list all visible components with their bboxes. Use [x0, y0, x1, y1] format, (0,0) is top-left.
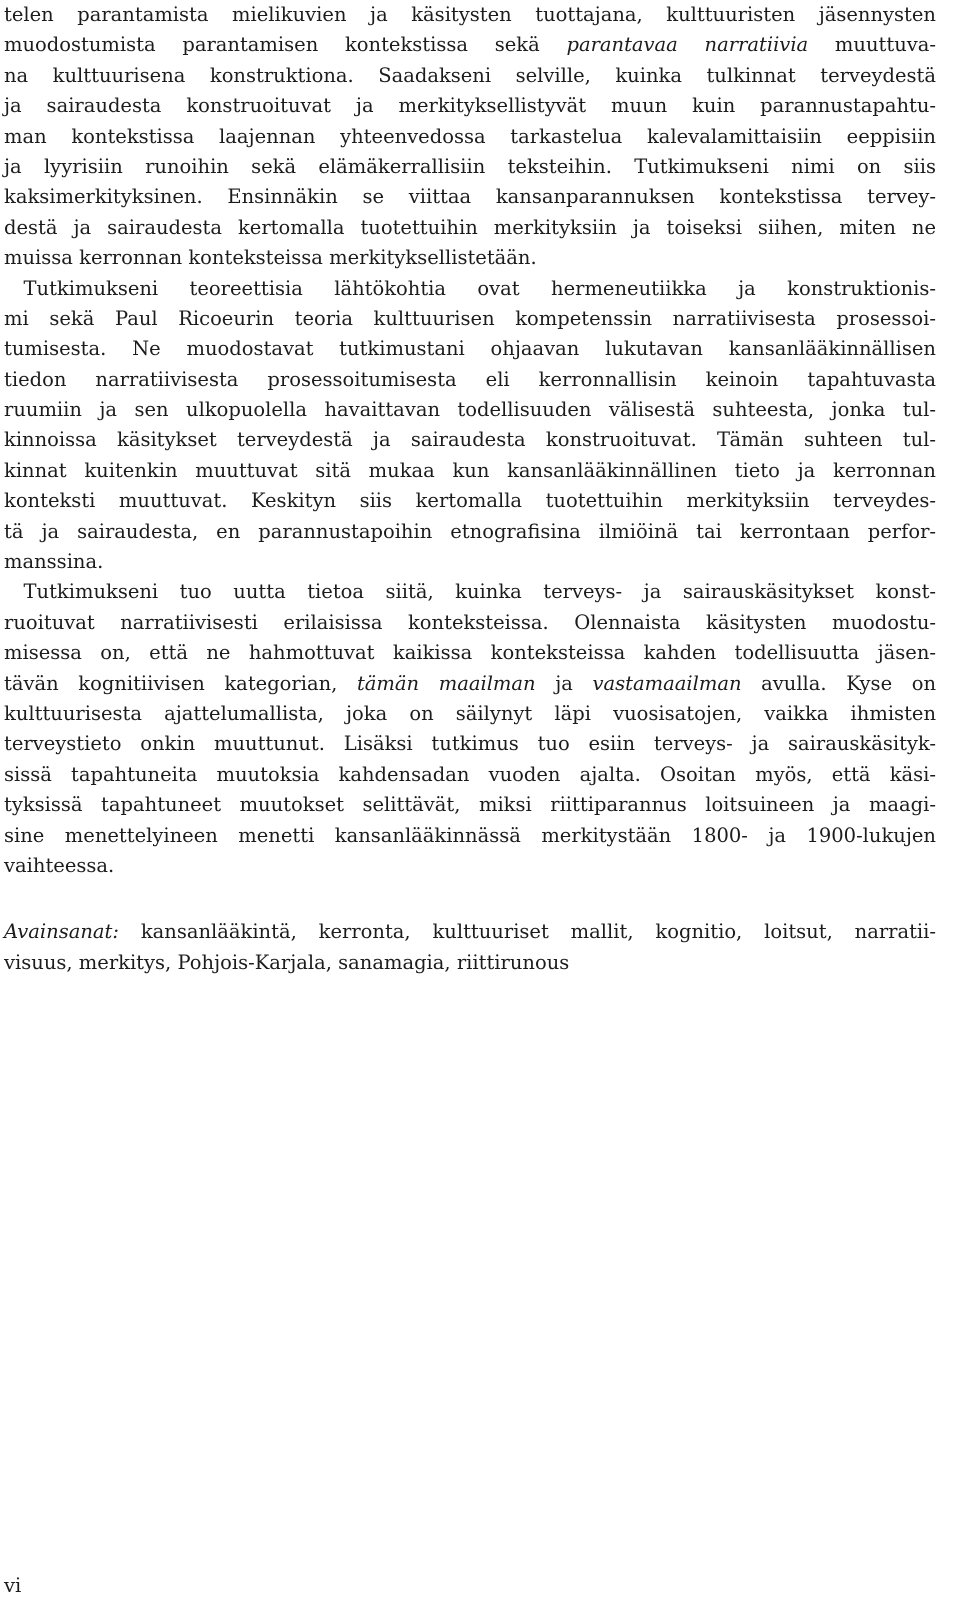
text-segment: tyksissä tapahtuneet muutokset selittävät, miksi riittiparannus loitsuineen ja maagi- — [4, 793, 936, 817]
italic-text: vastamaailman — [592, 671, 742, 695]
text-line — [4, 304, 936, 334]
text-segment: tä ja sairaudesta, en parannustapoihin etnografisina ilmiöinä tai kerrontaan perfor- — [4, 519, 936, 543]
text-line — [4, 608, 936, 638]
italic-text: Avainsanat: — [4, 920, 119, 944]
text-segment: konteksti muuttuvat. Keskityn siis kertomalla tuotettuihin merkityksiin terveydes- — [4, 489, 936, 513]
page-body — [4, 0, 936, 978]
text-segment: telen parantamista mielikuvien ja käsitysten tuottajana, kulttuuristen jäsennysten — [4, 3, 936, 26]
text-line — [4, 638, 936, 668]
text-segment: vaihteessa. — [4, 853, 115, 877]
text-line — [4, 821, 936, 851]
text-segment: muodostumista parantamisen kontekstissa sekä — [4, 33, 567, 57]
text-segment: ja — [535, 671, 593, 695]
paragraph-2 — [4, 274, 936, 578]
keywords-paragraph — [4, 917, 936, 978]
text-segment: destä ja sairaudesta kertomalla tuotettuihin merkityksiin ja toiseksi siihen, miten ne — [4, 215, 936, 239]
text-line — [4, 547, 936, 577]
text-segment: visuus, merkitys, Pohjois-Karjala, sanamagia, riittirunous — [4, 950, 570, 974]
text-segment: tiedon narratiivisesta prosessoitumisesta eli kerronnallisin keinoin tapahtuvasta — [4, 367, 936, 391]
text-line — [4, 122, 936, 152]
text-line — [4, 395, 936, 425]
text-segment: man kontekstissa laajennan yhteenvedossa tarkastelua kalevalamittaisiin eeppisiin — [4, 124, 936, 148]
text-segment: ja lyyrisiin runoihin sekä elämäkerrallisiin teksteihin. Tutkimukseni nimi on siis — [4, 154, 936, 178]
text-line — [4, 334, 936, 364]
text-line — [4, 61, 936, 91]
text-segment: terveystieto onkin muuttunut. Lisäksi tutkimus tuo esiin terveys- ja sairauskäsityk- — [4, 732, 936, 756]
text-segment: kulttuurisesta ajattelumallista, joka on säilynyt läpi vuosisatojen, vaikka ihmisten — [4, 701, 936, 725]
text-line — [4, 425, 936, 455]
text-line — [4, 152, 936, 182]
text-line — [4, 91, 936, 121]
text-segment: sine menettelyineen menetti kansanlääkinnässä merkitystään 1800- ja 1900-lukujen — [4, 823, 936, 847]
paragraph-3 — [4, 577, 936, 881]
text-segment: Tutkimukseni teoreettisia lähtökohtia ovat hermeneutiikka ja konstruktionis- — [4, 276, 936, 300]
text-segment: ruumiin ja sen ulkopuolella havaittavan todellisuuden välisestä suhteesta, jonka tul- — [4, 398, 936, 422]
text-segment: ja sairaudesta konstruoituvat ja merkityksellistyvät muun kuin parannustapahtu- — [4, 94, 936, 118]
text-line — [4, 851, 936, 881]
text-segment: mi sekä Paul Ricoeurin teoria kulttuurisen kompetenssin narratiivisesta prosessoi- — [4, 306, 936, 330]
text-line — [4, 729, 936, 759]
text-line — [4, 486, 936, 516]
text-line — [4, 243, 936, 273]
text-line — [4, 577, 936, 607]
text-segment: sissä tapahtuneita muutoksia kahdensadan vuoden ajalta. Osoitan myös, että käsi- — [4, 762, 936, 786]
text-segment: avulla. Kyse on — [741, 671, 937, 695]
text-segment: misessa on, että ne hahmottuvat kaikissa konteksteissa kahden todellisuutta jäsen- — [4, 641, 936, 665]
text-line — [4, 517, 936, 547]
text-line — [4, 948, 936, 978]
text-line — [4, 760, 936, 790]
text-line — [4, 699, 936, 729]
text-segment: kinnat kuitenkin muuttuvat sitä mukaa kun kansanlääkinnällinen tieto ja kerronnan — [4, 458, 936, 482]
paragraph-1 — [4, 0, 936, 274]
text-line — [4, 213, 936, 243]
text-segment: ruoituvat narratiivisesti erilaisissa konteksteissa. Olennaista käsitysten muodostu- — [4, 610, 936, 634]
paragraph-gap — [4, 881, 936, 917]
text-line — [4, 274, 936, 304]
text-segment: tumisesta. Ne muodostavat tutkimustani ohjaavan lukutavan kansanlääkinnällisen — [4, 337, 936, 361]
text-line — [4, 456, 936, 486]
text-line — [4, 365, 936, 395]
text-segment: kinnoissa käsitykset terveydestä ja sairaudesta konstruoituvat. Tämän suhteen tul- — [4, 428, 936, 452]
text-segment: na kulttuurisena konstruktiona. Saadakseni selville, kuinka tulkinnat terveydestä — [4, 63, 936, 87]
italic-text: tämän maailman — [356, 671, 536, 695]
text-line — [4, 790, 936, 820]
text-line — [4, 669, 936, 699]
text-line — [4, 30, 936, 60]
text-segment: muuttuva- — [808, 33, 936, 57]
text-line — [4, 917, 936, 947]
text-segment: tävän kognitiivisen kategorian, — [4, 671, 357, 695]
text-segment: Tutkimukseni tuo uutta tietoa siitä, kuinka terveys- ja sairauskäsitykset konst- — [4, 580, 936, 604]
text-line — [4, 182, 936, 212]
page-number: vi — [4, 1574, 22, 1597]
text-segment: manssina. — [4, 550, 104, 574]
italic-text: parantavaa narratiivia — [566, 33, 809, 57]
text-segment: kansanlääkintä, kerronta, kulttuuriset mallit, kognitio, loitsut, narratii- — [118, 920, 936, 944]
text-segment: muissa kerronnan konteksteissa merkityksellistetään. — [4, 246, 537, 270]
text-segment: kaksimerkityksinen. Ensinnäkin se viittaa kansanparannuksen kontekstissa tervey- — [4, 185, 936, 209]
text-line — [4, 0, 936, 30]
